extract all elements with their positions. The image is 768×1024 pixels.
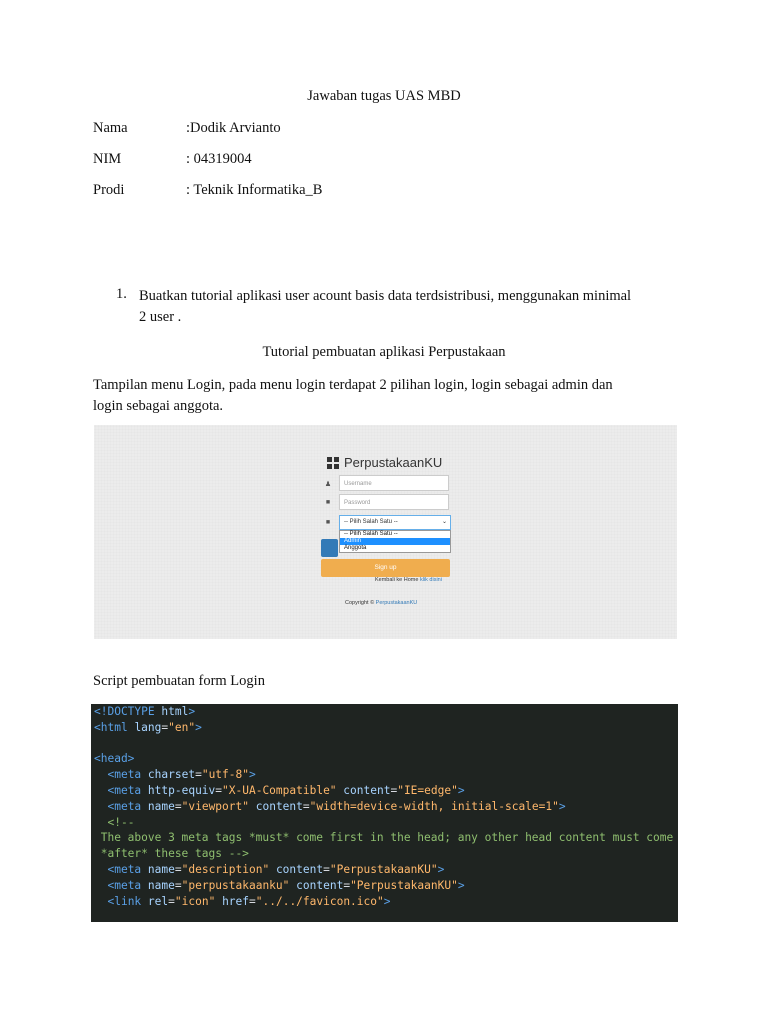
role-dropdown [339,530,451,553]
code-line [91,815,678,831]
field-label-prodi: Prodi [93,182,125,198]
field-value-nama: :Dodik Arvianto [186,120,281,136]
code-token: "description" [181,862,270,876]
code-token: html [161,705,189,718]
paragraph-line-1: Tampilan menu Login, pada menu login terdapat 2 pilihan login, login sebagai admin dan [93,377,613,393]
field-label-nim: NIM [93,151,122,167]
lock-icon-role: ■ [325,519,331,526]
signup-button[interactable]: Sign up [321,559,450,577]
code-line [91,846,678,862]
code-comment: <!-- [107,815,135,829]
code-token: "icon" [174,894,216,908]
copyright [345,600,417,606]
code-comment: The above 3 meta tags *must* come first in the head; any other head content must come [94,831,674,845]
code-token: "PerpustakaanKU" [350,878,458,892]
code-line [91,830,678,846]
code-line: <!DOCTYPE html> [94,705,196,718]
field-value-prodi: : Teknik Informatika_B [186,182,323,198]
code-comment: *after* these tags --> [94,847,249,861]
code-line: <meta charset="utf-8"> [107,768,256,782]
script-caption: Script pembuatan form Login [93,673,265,689]
code-line [91,736,678,752]
role-select[interactable] [339,515,451,530]
code-token: "PerpustakaanKU" [329,862,438,876]
code-line: <meta name="perpustakaanku" content="PerpustakaanKU"> [107,878,465,892]
code-token: "perpustakaanku" [181,878,290,892]
code-token: "en" [168,720,196,734]
brand-label: PerpustakaanKU [344,455,443,470]
code-line: <html lang="en"> [94,720,202,734]
role-option-admin[interactable]: Admin [340,538,450,545]
code-token: "utf-8" [201,768,249,782]
code-token: "IE=edge" [397,783,458,797]
back-home-link[interactable]: klik disini [419,577,442,583]
code-line: <meta name="description" content="PerpustakaanKU"> [107,862,445,876]
tutorial-subtitle: Tutorial pembuatan aplikasi Perpustakaan [262,344,506,360]
paragraph-line-2: login sebagai anggota. [93,398,224,414]
code-block [91,704,678,922]
field-label-nama: Nama [93,120,128,136]
code-token: <!DOCTYPE [94,705,155,718]
lock-icon: ■ [325,499,331,506]
back-home-label: Kembali ke Home [375,577,419,583]
login-paragraph [93,375,683,417]
role-option-anggota[interactable]: Anggota [344,545,367,551]
copyright-label: Copyright © [345,600,375,606]
app-brand [327,455,442,470]
question-line-2: 2 user . [139,309,182,325]
code-line: <meta http-equiv="X-UA-Compatible" content="IE=edge"> [107,783,465,797]
login-button[interactable] [321,539,338,557]
code-token: "../../favicon.ico" [255,894,384,908]
code-token: "X-UA-Compatible" [222,783,337,797]
code-token: "viewport" [181,799,249,813]
role-option[interactable]: -- Pilih Salah Satu -- [344,531,398,537]
field-value-nim: : 04319004 [186,151,252,167]
copyright-brand-link[interactable]: PerpustakaanKU [375,600,418,606]
document-title: Jawaban tugas UAS MBD [307,88,461,104]
chevron-down-icon: ⌄ [441,519,447,525]
code-token: "width=device-width, initial-scale=1" [309,799,559,813]
question-line-1: Buatkan tutorial aplikasi user acount basis data terdsistribusi, menggunakan minimal [139,288,632,304]
user-icon: ♟ [324,480,332,488]
question-text [139,286,679,328]
code-line: <head> [94,752,135,766]
back-home-text [375,577,442,583]
code-line: <meta name="viewport" content="width=device-width, initial-scale=1"> [107,799,566,813]
role-select-value: -- Pilih Salah Satu -- [344,519,398,525]
question-number: 1. [116,286,127,302]
password-input[interactable]: Password [339,494,449,510]
code-line: <link rel="icon" href="../../favicon.ico"> [107,894,391,908]
username-input[interactable]: Username [339,475,449,491]
grid-icon [327,457,339,469]
login-screenshot [94,425,677,639]
